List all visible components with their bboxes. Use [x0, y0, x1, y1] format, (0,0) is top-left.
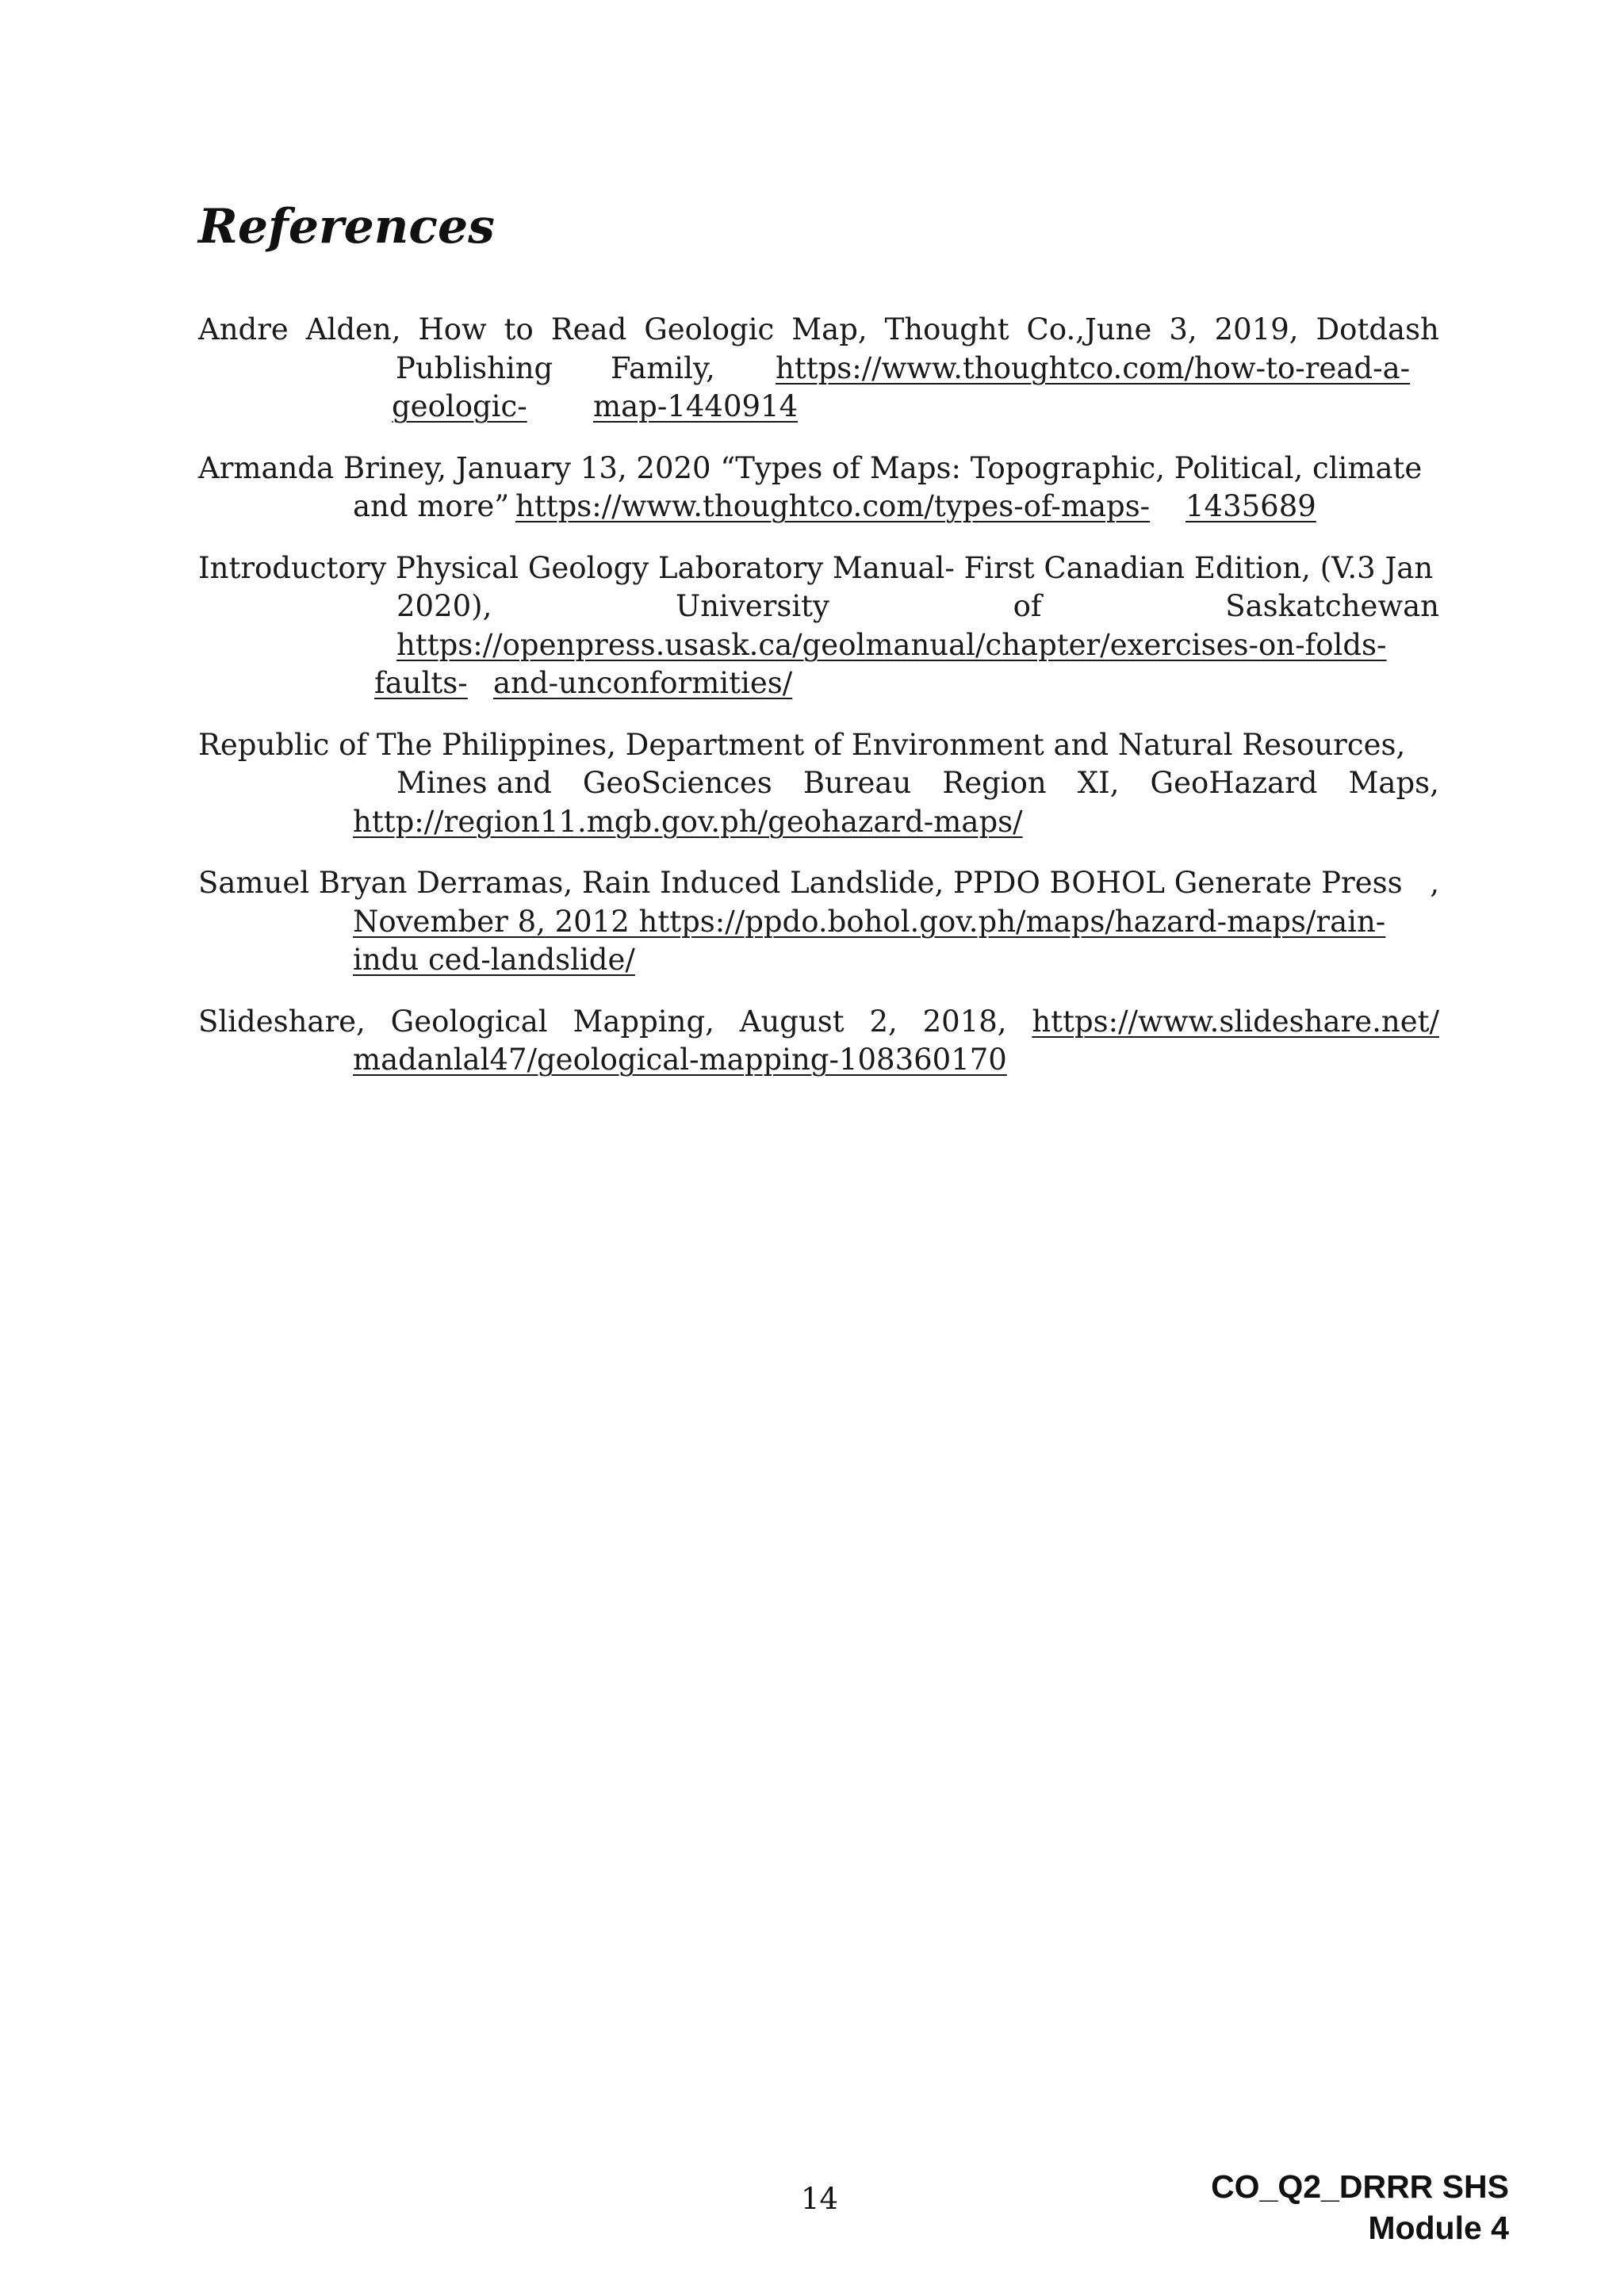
reference-entry — [198, 864, 1439, 980]
reference-list — [198, 311, 1439, 1103]
reference-entry — [198, 1003, 1439, 1080]
reference-line: 2020), University of Saskatchewan — [396, 589, 1439, 623]
module-label: Module 4 — [1368, 2210, 1509, 2246]
reference-link[interactable]: 1435689 — [1185, 489, 1316, 523]
reference-entry — [198, 450, 1439, 526]
reference-text: Family, — [611, 350, 715, 385]
reference-link[interactable]: November 8, 2012 https://ppdo.bohol.gov.ph/maps/hazard-maps/rain- — [353, 904, 1386, 939]
reference-link[interactable]: madanlal47/geological-mapping-108360170 — [353, 1043, 1007, 1077]
reference-text: Introductory Physical Geology Laboratory Manual- First Canadian Edition, (V.3 Jan — [198, 550, 1434, 585]
reference-text: and more” — [353, 489, 510, 523]
reference-link[interactable]: https://openpress.usask.ca/geolmanual/chapter/exercises-on-folds- — [396, 627, 1387, 662]
reference-line: Mines and GeoSciences Bureau Region XI, GeoHazard Maps, — [396, 766, 1439, 800]
reference-link[interactable]: faults- — [374, 666, 468, 700]
page-number: 14 — [801, 2182, 839, 2216]
reference-text: , — [1430, 866, 1439, 900]
reference-text: Samuel Bryan Derramas, Rain Induced Landslide, PPDO BOHOL Generate Press — [198, 866, 1403, 900]
reference-link[interactable]: https://www.thoughtco.com/how-to-read-a- — [776, 350, 1411, 385]
reference-line: Andre Alden, How to Read Geologic Map, Thought Co.,June 3, 2019, Dotdash — [198, 312, 1439, 346]
reference-link[interactable]: indu ced-landslide/ — [353, 943, 635, 977]
reference-text: Publishing — [396, 350, 553, 385]
reference-text: Republic of The Philippines, Department of Environment and Natural Resources, — [198, 727, 1406, 762]
reference-link[interactable]: https://www.thoughtco.com/types-of-maps- — [515, 489, 1151, 523]
reference-entry — [198, 311, 1439, 427]
reference-link[interactable]: and-unconformities/ — [493, 666, 793, 700]
reference-link[interactable]: http://region11.mgb.gov.ph/geohazard-maps/ — [353, 804, 1023, 839]
reference-link[interactable]: geologic- — [392, 389, 527, 423]
reference-line: Slideshare, Geological Mapping, August 2, 2018, https://www.slideshare.net/ — [198, 1003, 1439, 1042]
reference-link[interactable]: https://www.slideshare.net/ — [1032, 1004, 1439, 1039]
reference-entry — [198, 726, 1439, 842]
module-code-line: CO_Q2_DRRR SHS — [1211, 2168, 1509, 2205]
reference-text: Armanda Briney, January 13, 2020 “Types of Maps: Topographic, Political, climate — [198, 450, 1423, 485]
reference-link[interactable]: map-1440914 — [593, 389, 799, 423]
page-title: References — [198, 199, 495, 254]
module-code — [1211, 2166, 1509, 2248]
reference-entry — [198, 549, 1439, 703]
